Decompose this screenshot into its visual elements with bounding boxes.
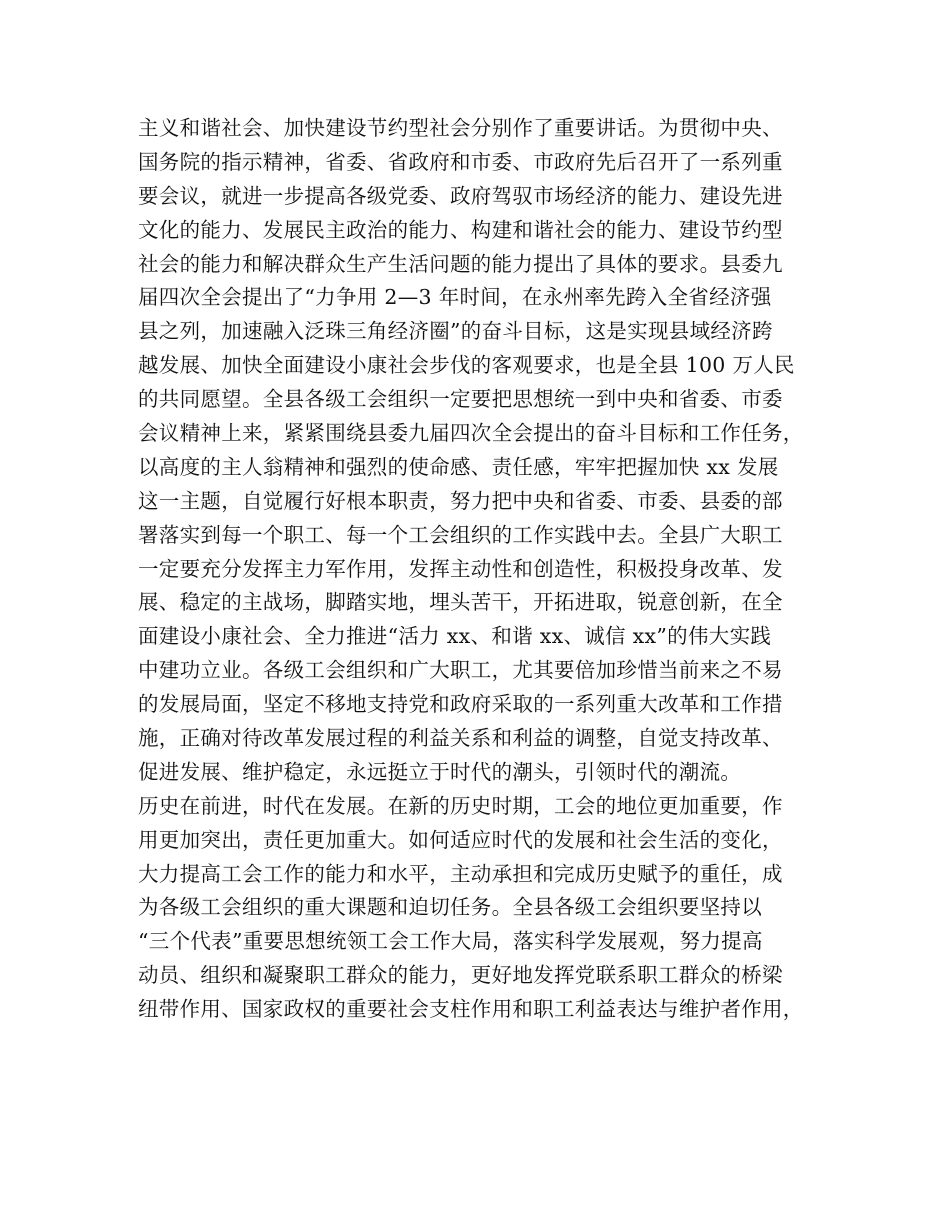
text-line: 以高度的主人翁精神和强烈的使命感、责任感，牢牢把握加快 xx 发展 [138,454,779,479]
text-line: 促进发展、维护稳定，永远挺立于时代的潮头，引领时代的潮流。 [138,759,742,784]
text-line: 为各级工会组织的重大课题和迫切任务。全县各级工会组织要坚持以 [138,895,762,920]
text-line: 届四次全会提出了“力争用 2—3 年时间，在永州率先跨入全省经济强 [138,285,772,310]
text-line: 社会的能力和解决群众生产生活问题的能力提出了具体的要求。县委九 [138,251,783,276]
text-line: “三个代表”重要思想统领工会工作大局，落实科学发展观，努力提高 [138,929,763,954]
text-line: 历史在前进，时代在发展。在新的历史时期，工会的地位更加重要，作 [138,793,783,818]
text-line: 要会议，就进一步提高各级党委、政府驾驭市场经济的能力、建设先进 [138,183,783,208]
text-line: 动员、组织和凝聚职工群众的能力，更好地发挥党联系职工群众的桥梁 [138,963,783,988]
text-line: 主义和谐社会、加快建设节约型社会分别作了重要讲话。为贯彻中央、 [138,116,783,140]
text-line: 纽带作用、国家政权的重要社会支柱作用和职工利益表达与维护者作用， [138,997,804,1022]
text-line: 这一主题，自觉履行好根本职责，努力把中央和省委、市委、县委的部 [138,488,783,513]
text-line: 会议精神上来，紧紧围绕县委九届四次全会提出的奋斗目标和工作任务， [138,421,804,446]
text-line: 越发展、加快全面建设小康社会步伐的客观要求，也是全县 100 万人民 [138,353,795,378]
text-line: 署落实到每一个职工、每一个工会组织的工作实践中去。全县广大职工 [138,522,783,547]
text-line: 一定要充分发挥主力军作用，发挥主动性和创造性，积极投身改革、发 [138,556,783,581]
text-line: 展、稳定的主战场，脚踏实地，埋头苦干，开拓进取，锐意创新，在全 [138,590,783,615]
text-line: 的发展局面，坚定不移地支持党和政府采取的一系列重大改革和工作措 [138,692,783,717]
text-line: 县之列，加速融入泛珠三角经济圈”的奋斗目标，这是实现县域经济跨 [138,319,773,344]
text-line: 文化的能力、发展民主政治的能力、构建和谐社会的能力、建设节约型 [138,217,783,242]
text-line: 中建功立业。各级工会组织和广大职工，尤其要倍加珍惜当前来之不易 [138,658,783,683]
body-text [138,112,828,1027]
text-line: 大力提高工会工作的能力和水平，主动承担和完成历史赋予的重任，成 [138,861,783,886]
text-line: 国务院的指示精神，省委、省政府和市委、市政府先后召开了一系列重 [138,149,783,174]
text-line: 用更加突出，责任更加重大。如何适应时代的发展和社会生活的变化， [138,827,783,852]
text-line: 的共同愿望。全县各级工会组织一定要把思想统一到中央和省委、市委 [138,387,783,412]
text-line: 施，正确对待改革发展过程的利益关系和利益的调整，自觉支持改革、 [138,726,783,751]
text-line: 面建设小康社会、全力推进“活力 xx、和谐 xx、诚信 xx”的伟大实践 [138,624,772,649]
